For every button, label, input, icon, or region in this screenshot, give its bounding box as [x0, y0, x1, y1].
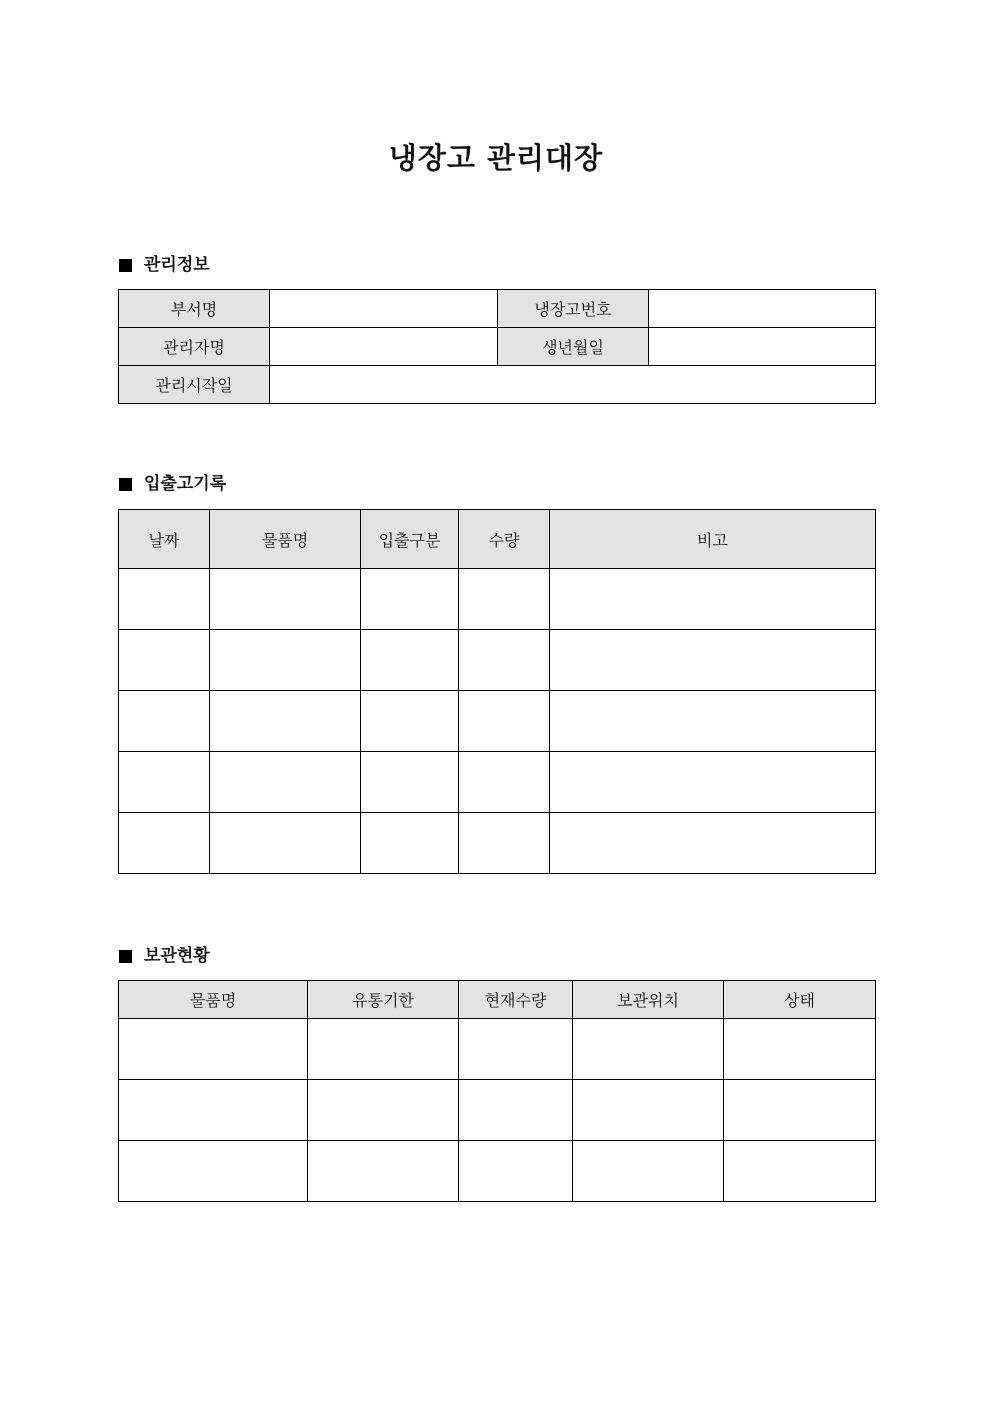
stock-column-header: 보관위치: [573, 981, 724, 1019]
start-date-label: 관리시작일: [119, 366, 270, 404]
stock-cell[interactable]: [119, 1080, 308, 1141]
department-label: 부서명: [119, 290, 270, 328]
stock-column-header: 상태: [724, 981, 876, 1019]
stock-cell[interactable]: [724, 1019, 876, 1080]
log-cell[interactable]: [210, 691, 361, 752]
log-cell[interactable]: [550, 813, 876, 874]
log-column-header: 수량: [459, 510, 550, 569]
log-cell[interactable]: [459, 630, 550, 691]
stock-cell[interactable]: [459, 1019, 573, 1080]
log-table-row: [119, 813, 876, 874]
birth-date-field[interactable]: [649, 328, 876, 366]
fridge-number-field[interactable]: [649, 290, 876, 328]
log-table-row: [119, 569, 876, 630]
log-cell[interactable]: [361, 630, 459, 691]
log-cell[interactable]: [550, 569, 876, 630]
page-title: 냉장고 관리대장: [388, 141, 604, 175]
section-heading-log-label: 입출고기록: [144, 474, 227, 494]
birth-date-label: 생년월일: [498, 328, 649, 366]
log-cell[interactable]: [459, 569, 550, 630]
section-heading-stock: [119, 945, 210, 967]
log-column-header: 입출구분: [361, 510, 459, 569]
stock-table-row: [119, 1141, 876, 1202]
start-date-field[interactable]: [270, 366, 876, 404]
stock-table: [118, 980, 876, 1202]
stock-column-header: 유통기한: [308, 981, 459, 1019]
stock-cell[interactable]: [308, 1141, 459, 1202]
log-column-header: 비고: [550, 510, 876, 569]
section-heading-info-label: 관리정보: [144, 255, 210, 275]
stock-cell[interactable]: [308, 1019, 459, 1080]
log-cell[interactable]: [361, 813, 459, 874]
log-cell[interactable]: [119, 813, 210, 874]
log-table-row: [119, 630, 876, 691]
log-cell[interactable]: [550, 691, 876, 752]
stock-cell[interactable]: [308, 1080, 459, 1141]
fridge-number-label: 냉장고번호: [498, 290, 649, 328]
square-bullet-icon: [119, 259, 132, 272]
log-cell[interactable]: [361, 752, 459, 813]
section-heading-stock-label: 보관현황: [144, 946, 210, 966]
log-cell[interactable]: [550, 630, 876, 691]
manager-name-label: 관리자명: [119, 328, 270, 366]
stock-cell[interactable]: [724, 1141, 876, 1202]
stock-cell[interactable]: [119, 1019, 308, 1080]
stock-cell[interactable]: [724, 1080, 876, 1141]
stock-cell[interactable]: [573, 1141, 724, 1202]
log-cell[interactable]: [119, 569, 210, 630]
stock-cell[interactable]: [459, 1141, 573, 1202]
section-heading-log: [119, 473, 226, 495]
log-cell[interactable]: [119, 691, 210, 752]
square-bullet-icon: [119, 478, 132, 491]
log-cell[interactable]: [119, 630, 210, 691]
log-cell[interactable]: [210, 752, 361, 813]
log-cell[interactable]: [210, 630, 361, 691]
stock-cell[interactable]: [573, 1080, 724, 1141]
stock-column-header: 물품명: [119, 981, 308, 1019]
stock-table-row: [119, 1080, 876, 1141]
log-table-row: [119, 752, 876, 813]
info-table: [118, 289, 876, 404]
log-cell[interactable]: [459, 752, 550, 813]
log-table: [118, 509, 876, 874]
log-cell[interactable]: [119, 752, 210, 813]
square-bullet-icon: [119, 950, 132, 963]
log-cell[interactable]: [550, 752, 876, 813]
log-column-header: 물품명: [210, 510, 361, 569]
section-heading-info: [119, 254, 210, 276]
log-cell[interactable]: [361, 569, 459, 630]
log-cell[interactable]: [361, 691, 459, 752]
stock-cell[interactable]: [119, 1141, 308, 1202]
log-column-header: 날짜: [119, 510, 210, 569]
stock-column-header: 현재수량: [459, 981, 573, 1019]
log-cell[interactable]: [459, 813, 550, 874]
stock-table-row: [119, 1019, 876, 1080]
stock-cell[interactable]: [573, 1019, 724, 1080]
stock-cell[interactable]: [459, 1080, 573, 1141]
log-cell[interactable]: [210, 569, 361, 630]
manager-name-field[interactable]: [270, 328, 498, 366]
log-table-row: [119, 691, 876, 752]
department-field[interactable]: [270, 290, 498, 328]
log-cell[interactable]: [459, 691, 550, 752]
log-cell[interactable]: [210, 813, 361, 874]
